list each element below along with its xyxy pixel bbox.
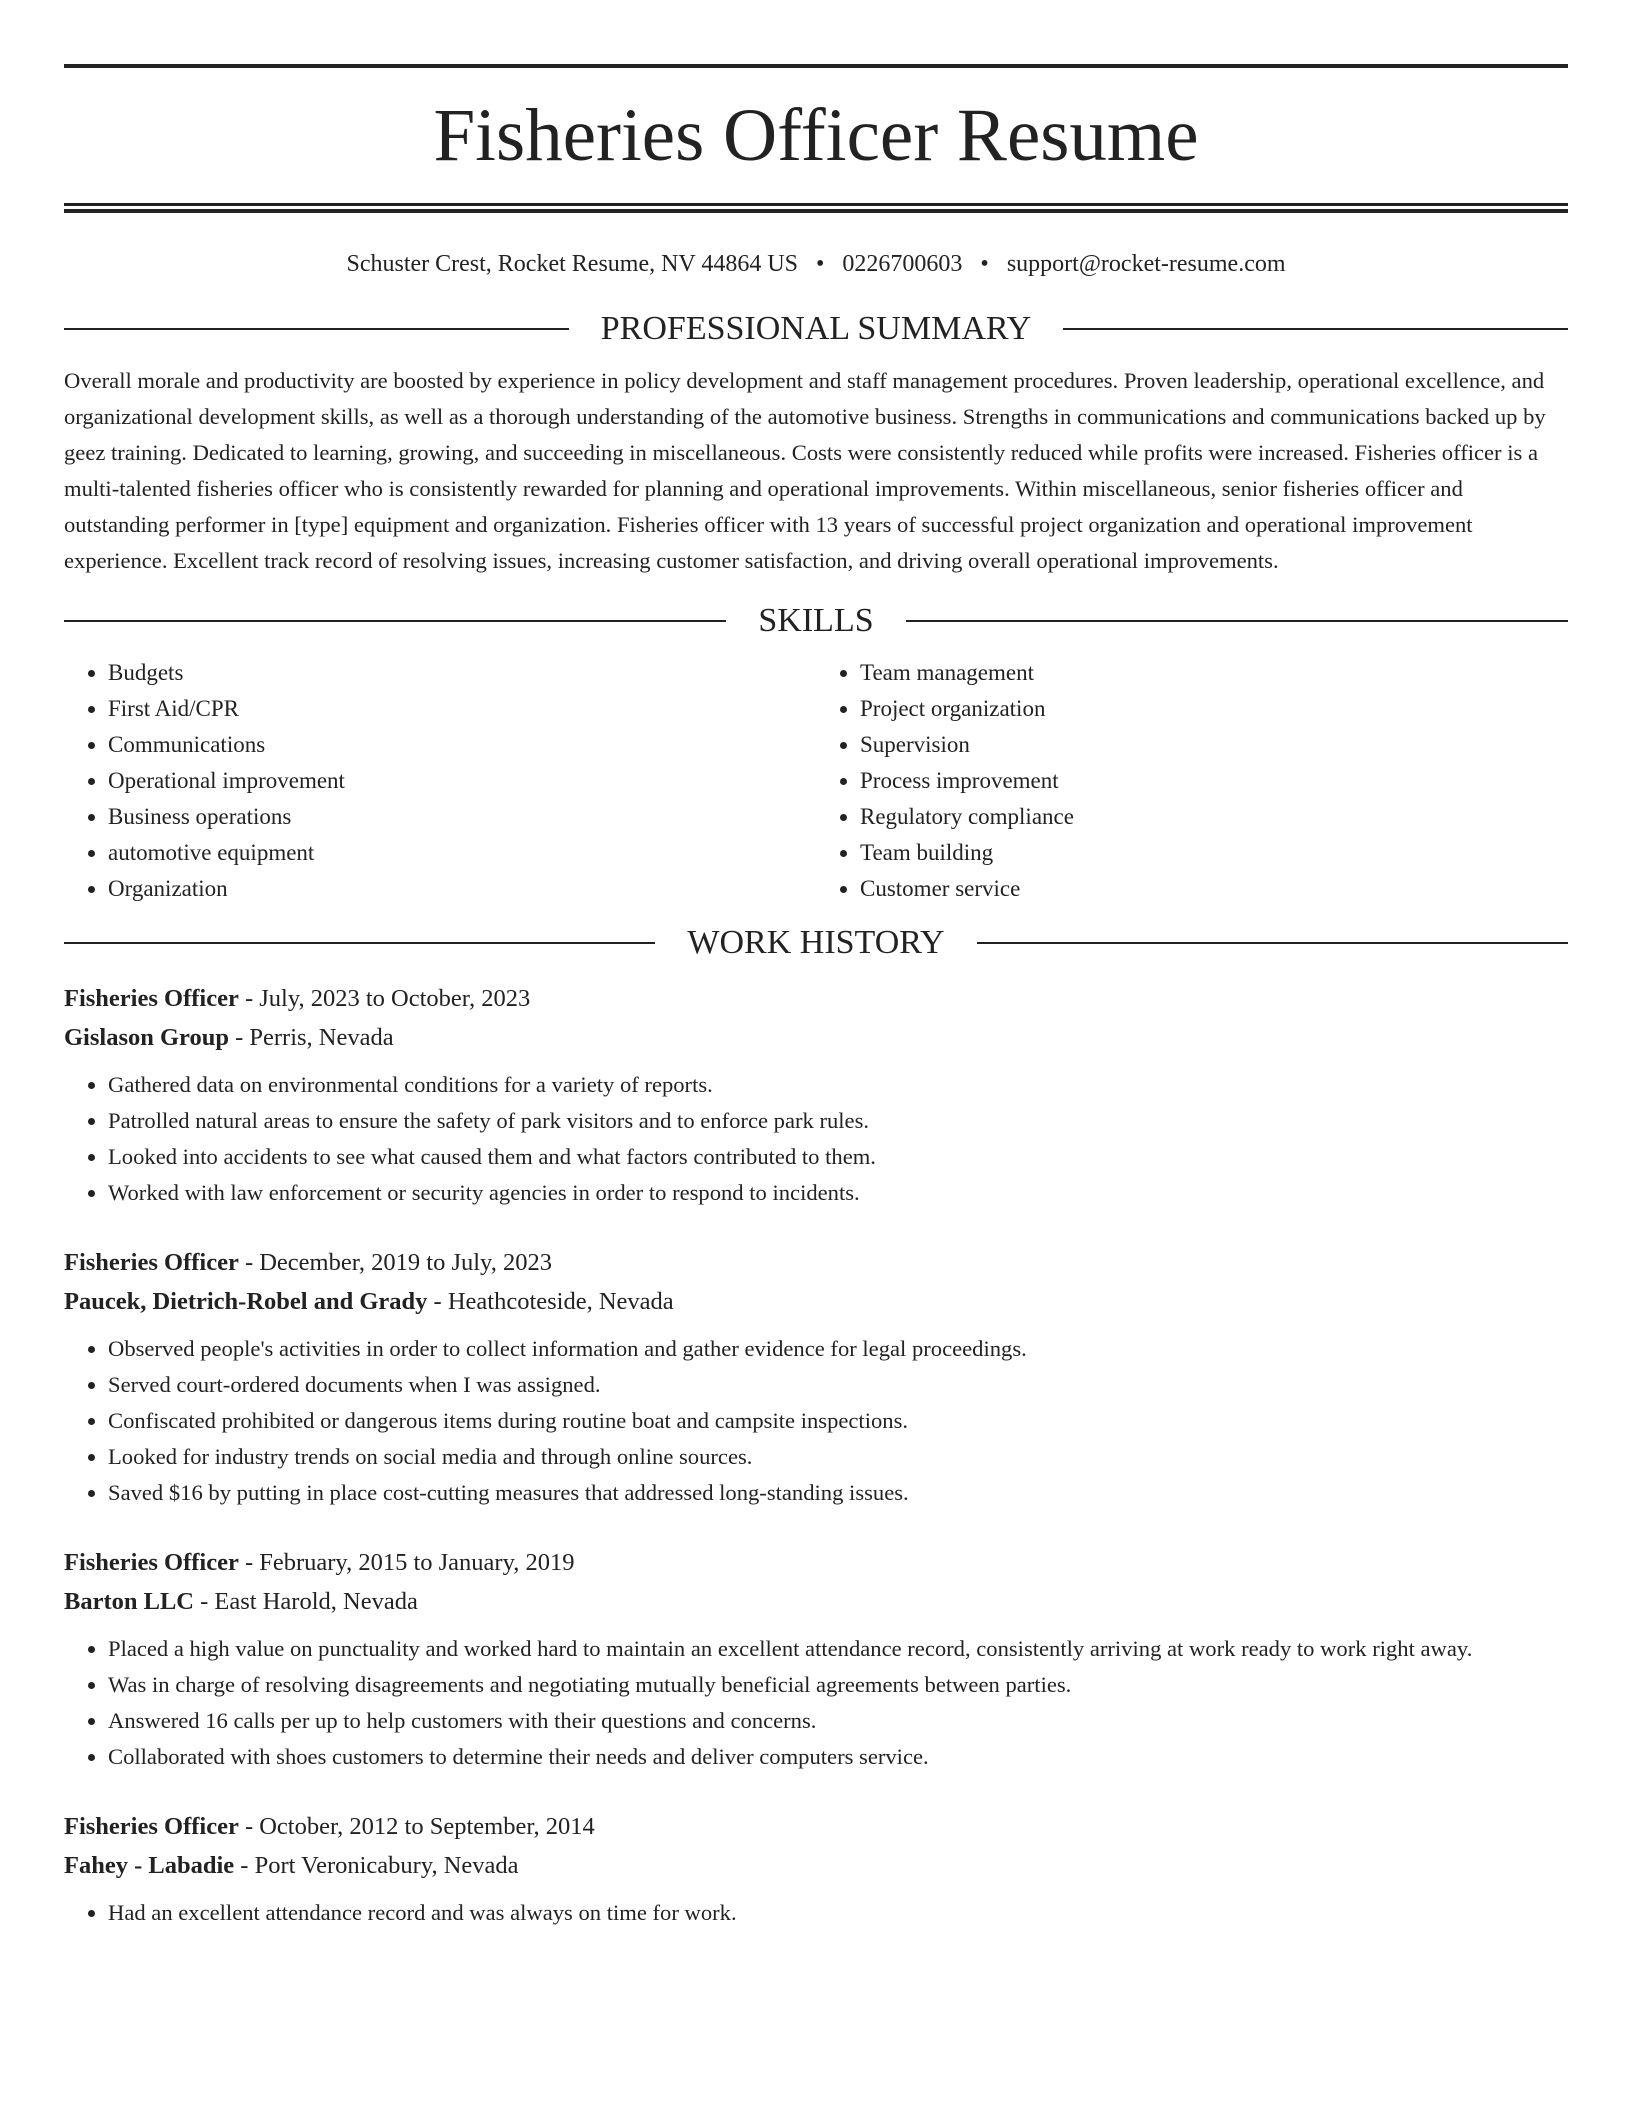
job-dates: - February, 2015 to January, 2019 bbox=[238, 1549, 575, 1576]
skills-list bbox=[64, 655, 1568, 907]
job-company: Fahey - Labadie bbox=[64, 1852, 235, 1879]
skill-item: • Regulatory compliance bbox=[860, 799, 1568, 835]
job-bullet: • Was in charge of resolving disagreements and negotiating mutually beneficial agreements between parties. bbox=[108, 1667, 1568, 1703]
skill-item: • Communications bbox=[108, 727, 816, 763]
contact-address: Schuster Crest, Rocket Resume, NV 44864 US bbox=[346, 251, 799, 277]
job-company-line bbox=[64, 1582, 1568, 1621]
job-title: Fisheries Officer bbox=[64, 1813, 239, 1840]
heading-rule bbox=[977, 942, 1568, 944]
job-bullet: • Gathered data on environmental conditions for a variety of reports. bbox=[108, 1067, 1568, 1103]
resume-page bbox=[64, 64, 1568, 1931]
work-heading bbox=[64, 921, 1568, 965]
skill-item: • Business operations bbox=[108, 799, 816, 835]
resume-title: Fisheries Officer Resume bbox=[433, 94, 1199, 177]
job-bullets bbox=[64, 1631, 1568, 1775]
job-entry bbox=[64, 979, 1568, 1211]
job-bullet: • Placed a high value on punctuality and worked hard to maintain an excellent attendance record, consistently arriving at work ready to work right away. bbox=[108, 1631, 1568, 1667]
header-bottom-rule bbox=[64, 203, 1568, 213]
job-location: - Port Veronicabury, Nevada bbox=[234, 1852, 519, 1879]
summary-heading bbox=[64, 307, 1568, 351]
job-dates: - July, 2023 to October, 2023 bbox=[238, 985, 531, 1012]
skill-item: • Supervision bbox=[860, 727, 1568, 763]
contact-separator: • bbox=[980, 251, 989, 277]
job-location: - East Harold, Nevada bbox=[194, 1588, 418, 1615]
job-entry bbox=[64, 1243, 1568, 1511]
job-title-line bbox=[64, 1243, 1568, 1282]
job-bullet: • Observed people's activities in order to collect information and gather evidence for legal proceedings. bbox=[108, 1331, 1568, 1367]
skill-item: • Customer service bbox=[860, 871, 1568, 907]
job-bullet: • Collaborated with shoes customers to determine their needs and deliver computers service. bbox=[108, 1739, 1568, 1775]
skill-item: • Project organization bbox=[860, 691, 1568, 727]
heading-rule bbox=[64, 620, 726, 622]
job-bullet: • Patrolled natural areas to ensure the safety of park visitors and to enforce park rules. bbox=[108, 1103, 1568, 1139]
contact-phone: 0226700603 bbox=[842, 251, 963, 277]
heading-rule bbox=[906, 620, 1568, 622]
job-company: Gislason Group bbox=[64, 1024, 229, 1051]
job-bullet: • Answered 16 calls per up to help customers with their questions and concerns. bbox=[108, 1703, 1568, 1739]
job-bullets bbox=[64, 1067, 1568, 1211]
job-entry bbox=[64, 1543, 1568, 1775]
skill-item: • Budgets bbox=[108, 655, 816, 691]
heading-rule bbox=[64, 942, 655, 944]
job-company-line bbox=[64, 1846, 1568, 1885]
skill-item: • Organization bbox=[108, 871, 816, 907]
skills-heading-label: SKILLS bbox=[758, 602, 874, 639]
job-dates: - October, 2012 to September, 2014 bbox=[238, 1813, 595, 1840]
job-bullets bbox=[64, 1331, 1568, 1511]
job-title: Fisheries Officer bbox=[64, 1249, 239, 1276]
job-title: Fisheries Officer bbox=[64, 1549, 239, 1576]
job-bullet: • Had an excellent attendance record and was always on time for work. bbox=[108, 1895, 1568, 1931]
job-title-line bbox=[64, 979, 1568, 1018]
job-location: - Heathcoteside, Nevada bbox=[427, 1288, 674, 1315]
job-bullet: • Served court-ordered documents when I was assigned. bbox=[108, 1367, 1568, 1403]
job-title-line bbox=[64, 1543, 1568, 1582]
job-title: Fisheries Officer bbox=[64, 985, 239, 1012]
heading-rule bbox=[64, 328, 569, 330]
skill-item: • automotive equipment bbox=[108, 835, 816, 871]
job-bullet: • Saved $16 by putting in place cost-cutting measures that addressed long-standing issues. bbox=[108, 1475, 1568, 1511]
work-heading-label: WORK HISTORY bbox=[687, 924, 945, 961]
skill-item: • First Aid/CPR bbox=[108, 691, 816, 727]
skill-item: • Process improvement bbox=[860, 763, 1568, 799]
job-bullet: • Looked for industry trends on social media and through online sources. bbox=[108, 1439, 1568, 1475]
job-company: Paucek, Dietrich-Robel and Grady bbox=[64, 1288, 428, 1315]
job-bullet: • Looked into accidents to see what caused them and what factors contributed to them. bbox=[108, 1139, 1568, 1175]
job-entry bbox=[64, 1807, 1568, 1931]
summary-heading-label: PROFESSIONAL SUMMARY bbox=[600, 310, 1032, 347]
job-company-line bbox=[64, 1282, 1568, 1321]
contact-line bbox=[64, 249, 1568, 279]
summary-text: Overall morale and productivity are boosted by experience in policy development and staff management procedures. Proven leadership, operational excellence, and organizational development skills, as well as a thorough understanding of the automotive business. Strengths in communications and communications backed up by geez training. Dedicated to learning, growing, and succeeding in miscellaneous. Costs were consistently reduced while profits were increased. Fisheries officer is a multi-talented fisheries officer who is consistently rewarded for planning and operational improvements. Within miscellaneous, senior fisheries officer and outstanding performer in [type] equipment and organization. Fisheries officer with 13 years of successful project organization and operational improvement experience. Excellent track record of resolving issues, increasing customer satisfaction, and driving overall operational improvements. bbox=[64, 368, 1546, 573]
job-bullet: • Worked with law enforcement or security agencies in order to respond to incidents. bbox=[108, 1175, 1568, 1211]
job-dates: - December, 2019 to July, 2023 bbox=[238, 1249, 552, 1276]
job-company-line bbox=[64, 1018, 1568, 1057]
skill-item: • Team management bbox=[860, 655, 1568, 691]
job-bullets bbox=[64, 1895, 1568, 1931]
skill-item: • Operational improvement bbox=[108, 763, 816, 799]
contact-email[interactable]: support@rocket-resume.com bbox=[1006, 251, 1286, 277]
skills-column-right bbox=[816, 655, 1568, 907]
job-title-line bbox=[64, 1807, 1568, 1846]
skills-column-left bbox=[64, 655, 816, 907]
skills-heading bbox=[64, 599, 1568, 643]
job-bullet: • Confiscated prohibited or dangerous items during routine boat and campsite inspections. bbox=[108, 1403, 1568, 1439]
job-location: - Perris, Nevada bbox=[228, 1024, 394, 1051]
skill-item: • Team building bbox=[860, 835, 1568, 871]
heading-rule bbox=[1063, 328, 1568, 330]
job-company: Barton LLC bbox=[64, 1588, 195, 1615]
contact-separator: • bbox=[816, 251, 825, 277]
